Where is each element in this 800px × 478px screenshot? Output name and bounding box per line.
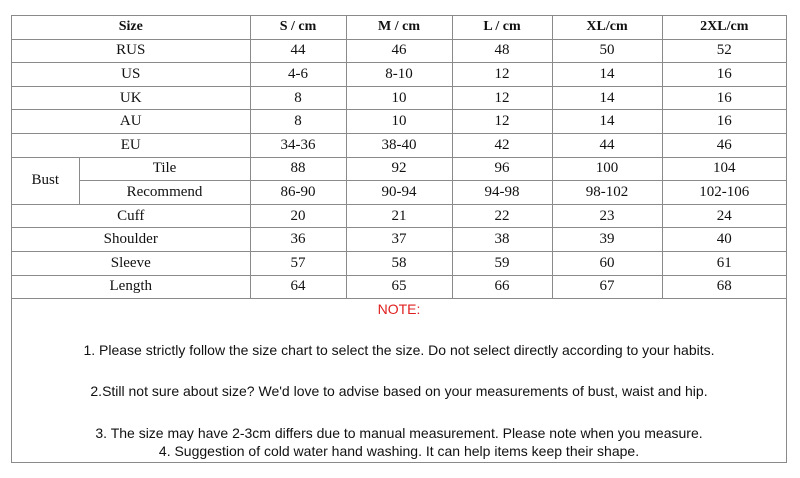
- table-cell: 98-102: [552, 181, 662, 205]
- table-cell: 90-94: [346, 181, 452, 205]
- table-cell: 24: [662, 204, 786, 228]
- table-cell: 21: [346, 204, 452, 228]
- notes-section: [12, 299, 786, 463]
- table-row-uk: [12, 86, 786, 110]
- table-cell: 94-98: [452, 181, 552, 205]
- table-cell: 59: [452, 251, 552, 275]
- table-cell: 36: [250, 228, 346, 252]
- row-label: US: [12, 63, 250, 87]
- table-cell: 57: [250, 251, 346, 275]
- table-cell: 50: [552, 39, 662, 63]
- header-m: M / cm: [346, 16, 452, 39]
- table-cell: 38-40: [346, 133, 452, 157]
- header-xl: XL/cm: [552, 16, 662, 39]
- table-cell: 14: [552, 63, 662, 87]
- note-line: 1. Please strictly follow the size chart to select the size. Do not select directly according to your habits.: [83, 342, 715, 358]
- table-cell: 10: [346, 86, 452, 110]
- table-cell: 48: [452, 39, 552, 63]
- row-label: Cuff: [12, 204, 250, 228]
- table-cell: 39: [552, 228, 662, 252]
- table-row-shoulder: [12, 228, 786, 252]
- table-cell: 12: [452, 110, 552, 134]
- table-row-bust-recommend: [12, 181, 786, 205]
- table-row-length: [12, 275, 786, 299]
- header-size: Size: [12, 16, 250, 39]
- table-cell: 12: [452, 86, 552, 110]
- table-row-rus: [12, 39, 786, 63]
- table-cell: 100: [552, 157, 662, 181]
- table-cell: 96: [452, 157, 552, 181]
- table-cell: 14: [552, 110, 662, 134]
- table-cell: 8-10: [346, 63, 452, 87]
- table-cell: 64: [250, 275, 346, 299]
- table-cell: 61: [662, 251, 786, 275]
- table-cell: 34-36: [250, 133, 346, 157]
- table-cell: 16: [662, 63, 786, 87]
- table-row-bust-tile: [12, 157, 786, 181]
- table-cell: 66: [452, 275, 552, 299]
- row-label: Sleeve: [12, 251, 250, 275]
- row-label: Length: [12, 275, 250, 299]
- note-line: 3. The size may have 2-3cm differs due to manual measurement. Please note when you measure.: [95, 425, 703, 441]
- table-cell: 46: [346, 39, 452, 63]
- row-label: Recommend: [79, 181, 250, 205]
- table-cell: 8: [250, 110, 346, 134]
- row-label: UK: [12, 86, 250, 110]
- header-2xl: 2XL/cm: [662, 16, 786, 39]
- table-cell: 37: [346, 228, 452, 252]
- table-cell: 22: [452, 204, 552, 228]
- table-cell: 52: [662, 39, 786, 63]
- row-label: Tile: [79, 157, 250, 181]
- table-cell: 44: [552, 133, 662, 157]
- table-cell: 14: [552, 86, 662, 110]
- table-cell: 10: [346, 110, 452, 134]
- size-chart: [11, 15, 787, 463]
- table-row-cuff: [12, 204, 786, 228]
- table-cell: 65: [346, 275, 452, 299]
- row-label: EU: [12, 133, 250, 157]
- table-row-au: [12, 110, 786, 134]
- table-cell: 46: [662, 133, 786, 157]
- table-cell: 60: [552, 251, 662, 275]
- header-s: S / cm: [250, 16, 346, 39]
- header-row: [12, 16, 786, 39]
- table-row-us: [12, 63, 786, 87]
- table-cell: 23: [552, 204, 662, 228]
- table-cell: 12: [452, 63, 552, 87]
- table-cell: 42: [452, 133, 552, 157]
- table-cell: 67: [552, 275, 662, 299]
- bust-label: Bust: [12, 157, 79, 204]
- row-label: Shoulder: [12, 228, 250, 252]
- table-cell: 16: [662, 110, 786, 134]
- note-title: NOTE:: [377, 301, 421, 317]
- table-row-sleeve: [12, 251, 786, 275]
- table-cell: 58: [346, 251, 452, 275]
- table-row-eu: [12, 133, 786, 157]
- table-cell: 16: [662, 86, 786, 110]
- table-cell: 20: [250, 204, 346, 228]
- table-cell: 68: [662, 275, 786, 299]
- table-cell: 8: [250, 86, 346, 110]
- row-label: RUS: [12, 39, 250, 63]
- size-table: [12, 16, 786, 299]
- table-cell: 88: [250, 157, 346, 181]
- note-line: 2.Still not sure about size? We'd love to advise based on your measurements of bust, waist and hip.: [90, 383, 708, 399]
- row-label: AU: [12, 110, 250, 134]
- table-cell: 40: [662, 228, 786, 252]
- table-cell: 92: [346, 157, 452, 181]
- table-cell: 86-90: [250, 181, 346, 205]
- table-cell: 104: [662, 157, 786, 181]
- table-cell: 102-106: [662, 181, 786, 205]
- table-cell: 4-6: [250, 63, 346, 87]
- table-cell: 38: [452, 228, 552, 252]
- header-l: L / cm: [452, 16, 552, 39]
- table-cell: 44: [250, 39, 346, 63]
- note-line: 4. Suggestion of cold water hand washing. It can help items keep their shape.: [158, 443, 640, 459]
